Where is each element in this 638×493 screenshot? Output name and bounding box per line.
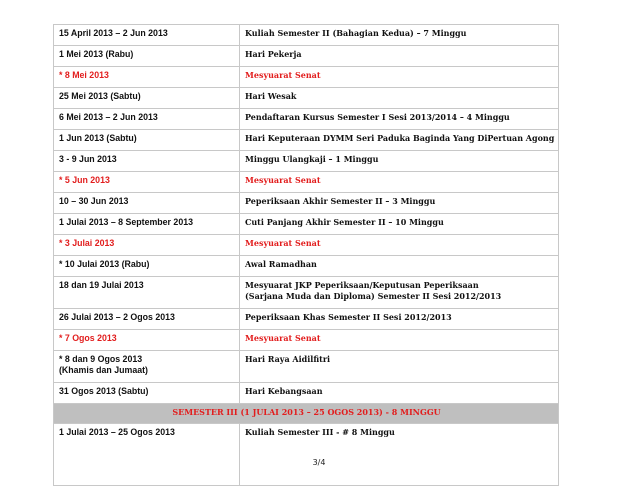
table-row — [54, 383, 559, 404]
date-cell: 1 Mei 2013 (Rabu) — [54, 46, 240, 67]
event-cell: Hari Raya Aidilfitri — [240, 351, 559, 383]
event-cell: Mesyuarat Senat — [240, 67, 559, 88]
table-row — [54, 256, 559, 277]
date-cell: 26 Julai 2013 – 2 Ogos 2013 — [54, 309, 240, 330]
date-cell: * 10 Julai 2013 (Rabu) — [54, 256, 240, 277]
table-row — [54, 151, 559, 172]
date-cell: 15 April 2013 – 2 Jun 2013 — [54, 25, 240, 46]
event-cell: Cuti Panjang Akhir Semester II – 10 Minggu — [240, 214, 559, 235]
date-cell: 1 Julai 2013 – 8 September 2013 — [54, 214, 240, 235]
table-row — [54, 193, 559, 214]
event-cell: Pendaftaran Kursus Semester I Sesi 2013/2014 – 4 Minggu — [240, 109, 559, 130]
event-cell: Hari Pekerja — [240, 46, 559, 67]
event-cell: Hari Wesak — [240, 88, 559, 109]
date-cell: 18 dan 19 Julai 2013 — [54, 277, 240, 309]
event-cell: Kuliah Semester III - # 8 Minggu — [240, 424, 559, 486]
date-cell: 1 Julai 2013 – 25 Ogos 2013 — [54, 424, 240, 486]
event-cell: Hari Keputeraan DYMM Seri Paduka Baginda Yang DiPertuan Agong — [240, 130, 559, 151]
date-cell: 31 Ogos 2013 (Sabtu) — [54, 383, 240, 404]
table-row-senate — [54, 172, 559, 193]
event-line: Mesyuarat JKP Peperiksaan/Keputusan Peperiksaan — [245, 280, 479, 290]
event-cell: Hari Kebangsaan — [240, 383, 559, 404]
date-cell — [54, 351, 240, 383]
table-row — [54, 277, 559, 309]
event-cell: Mesyuarat Senat — [240, 235, 559, 256]
date-cell: 10 – 30 Jun 2013 — [54, 193, 240, 214]
table-row-senate — [54, 67, 559, 88]
table-row — [54, 88, 559, 109]
date-cell: * 3 Julai 2013 — [54, 235, 240, 256]
date-cell: 1 Jun 2013 (Sabtu) — [54, 130, 240, 151]
date-cell: 3 - 9 Jun 2013 — [54, 151, 240, 172]
event-cell: Kuliah Semester II (Bahagian Kedua) – 7 Minggu — [240, 25, 559, 46]
event-cell: Mesyuarat Senat — [240, 330, 559, 351]
table-row — [54, 424, 559, 486]
event-cell: Peperiksaan Akhir Semester II – 3 Minggu — [240, 193, 559, 214]
page-number: 3/4 — [312, 458, 326, 467]
event-cell: Peperiksaan Khas Semester II Sesi 2012/2013 — [240, 309, 559, 330]
date-cell: 6 Mei 2013 – 2 Jun 2013 — [54, 109, 240, 130]
table-row — [54, 214, 559, 235]
semester-header-row — [54, 404, 559, 424]
event-line: (Sarjana Muda dan Diploma) Semester II Sesi 2012/2013 — [245, 291, 502, 301]
event-cell: Mesyuarat Senat — [240, 172, 559, 193]
table-row — [54, 351, 559, 383]
date-cell: * 7 Ogos 2013 — [54, 330, 240, 351]
table-row-senate — [54, 235, 559, 256]
table-row — [54, 109, 559, 130]
table-row — [54, 46, 559, 67]
date-cell: * 8 Mei 2013 — [54, 67, 240, 88]
table-row — [54, 309, 559, 330]
event-cell: Minggu Ulangkaji – 1 Minggu — [240, 151, 559, 172]
academic-calendar-table — [53, 24, 559, 486]
date-cell: 25 Mei 2013 (Sabtu) — [54, 88, 240, 109]
date-line: (Khamis dan Jumaat) — [59, 365, 148, 375]
table-row — [54, 25, 559, 46]
table-row-senate — [54, 330, 559, 351]
event-cell — [240, 277, 559, 309]
table-row — [54, 130, 559, 151]
semester-header: SEMESTER III (1 JULAI 2013 – 25 OGOS 2013) - 8 MINGGU — [54, 404, 559, 424]
date-line: * 8 dan 9 Ogos 2013 — [59, 354, 143, 364]
date-cell: * 5 Jun 2013 — [54, 172, 240, 193]
event-cell: Awal Ramadhan — [240, 256, 559, 277]
